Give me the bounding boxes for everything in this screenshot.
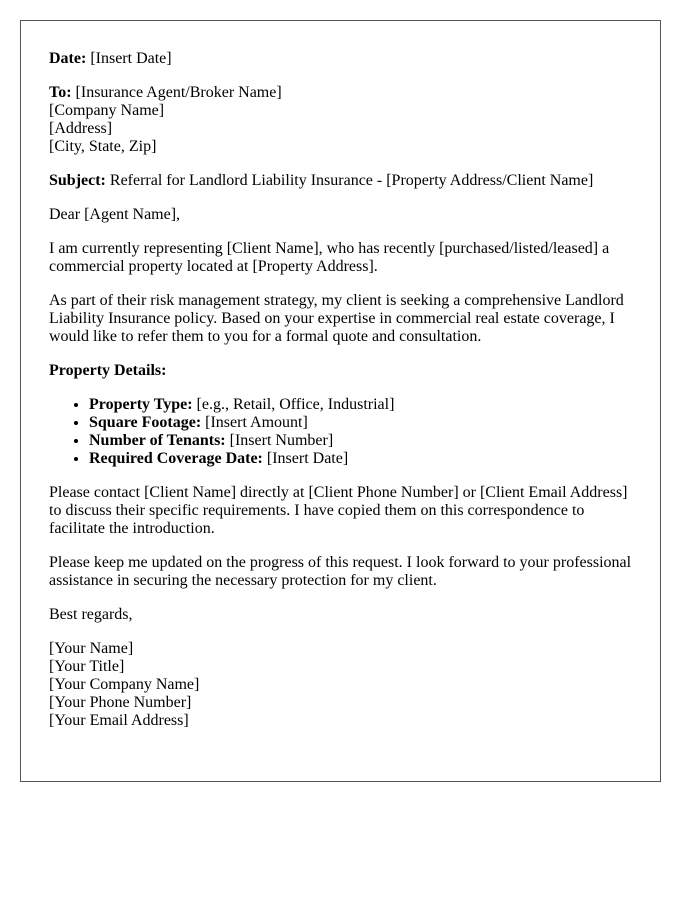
recipient-company: [Company Name] [49,102,165,119]
signoff: Best regards, [49,606,133,623]
item-value: [e.g., Retail, Office, Industrial] [196,396,395,413]
body-paragraph: As part of their risk management strategy, my client is seeking a comprehensive Landlord Liability Insurance policy. Based on your expertise in commercial real estate coverage, I would like to refer them to you for a formal quote and consultation. [49,292,624,345]
date-value: [Insert Date] [90,50,172,67]
signature-title: [Your Title] [49,658,125,675]
closing-paragraph: Please contact [Client Name] directly at [Client Phone Number] or [Client Email Address] to discuss their specific requirements. I have copied them on this correspondence to facilitate the introduction. [49,484,628,537]
subject-label: Subject: [49,172,106,189]
recipient-block [49,84,632,156]
body-paragraph: I am currently representing [Client Name], who has recently [purchased/listed/leased] a commercial property located at [Property Address]. [49,240,610,275]
letter [20,20,661,782]
signature-block [49,640,632,730]
recipient-city: [City, State, Zip] [49,138,157,155]
item-label: Number of Tenants: [89,432,226,449]
item-label: Property Type: [89,396,193,413]
list-item [89,396,632,414]
recipient-address: [Address] [49,120,113,137]
date-line [49,50,632,68]
item-value: [Insert Number] [229,432,334,449]
property-details-heading-text: Property Details: [49,362,167,379]
property-details-heading [49,362,632,380]
list-item [89,450,632,468]
signature-name: [Your Name] [49,640,134,657]
signature-phone: [Your Phone Number] [49,694,192,711]
to-label: To: [49,84,72,101]
item-label: Square Footage: [89,414,202,431]
signature-company: [Your Company Name] [49,676,200,693]
item-value: [Insert Date] [266,450,349,467]
item-label: Required Coverage Date: [89,450,263,467]
recipient-name: [Insurance Agent/Broker Name] [75,84,282,101]
salutation: Dear [Agent Name], [49,206,181,223]
property-details-list [49,396,632,468]
closing-paragraph: Please keep me updated on the progress of this request. I look forward to your professional assistance in securing the necessary protection for my client. [49,554,632,589]
list-item [89,432,632,450]
subject-line [49,172,632,190]
date-label: Date: [49,50,87,67]
list-item [89,414,632,432]
signature-email: [Your Email Address] [49,712,189,729]
subject-value: Referral for Landlord Liability Insurance - [Property Address/Client Name] [109,172,594,189]
item-value: [Insert Amount] [205,414,308,431]
